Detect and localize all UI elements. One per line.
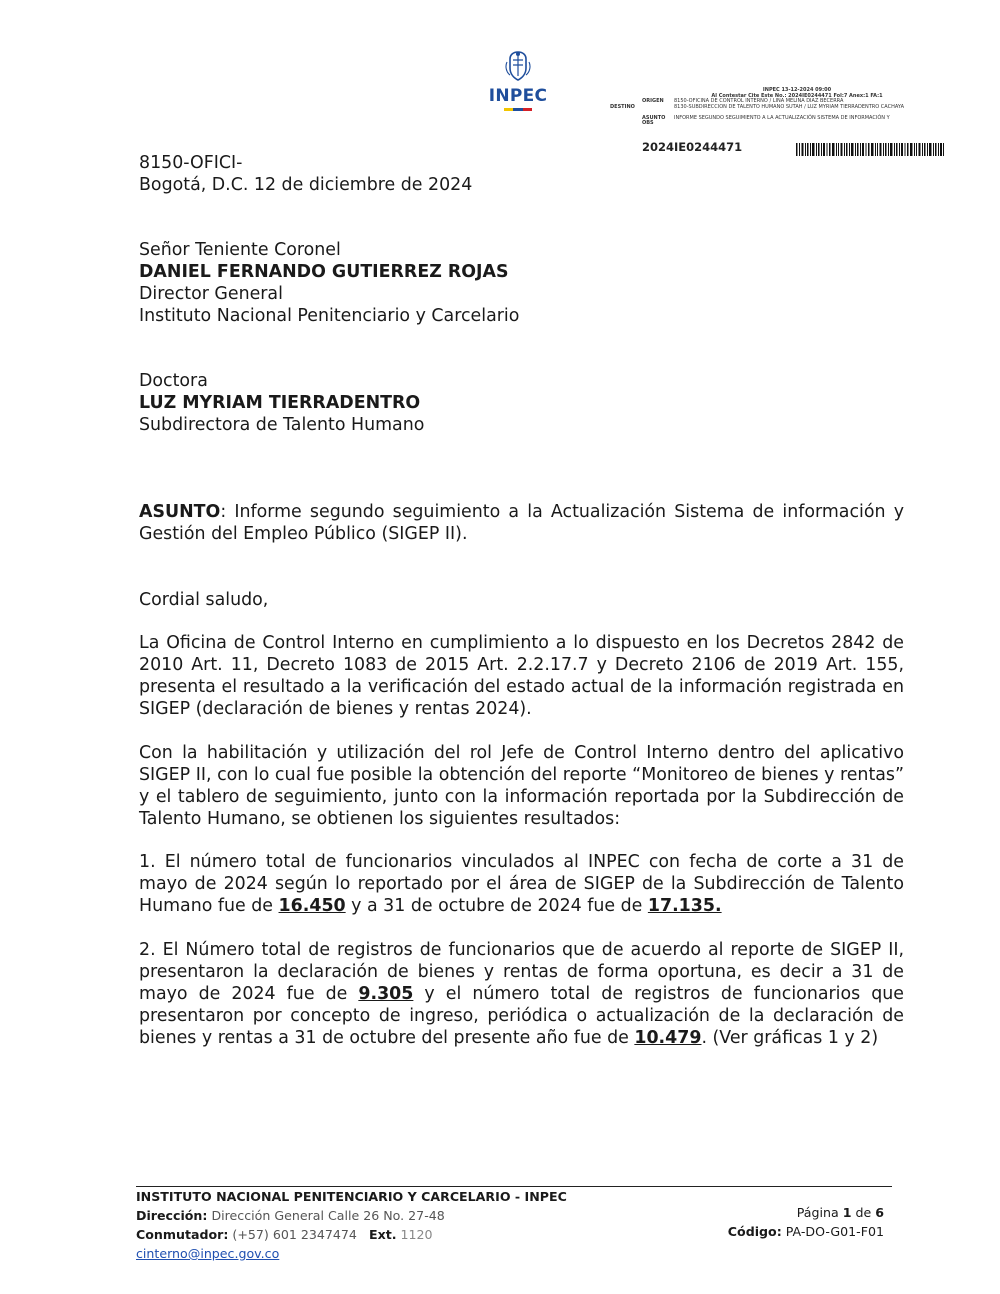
recipient-name: DANIEL FERNANDO GUTIERREZ ROJAS bbox=[139, 262, 509, 282]
footer-phone: Conmutador: (+57) 601 2347474 Ext. 1120 bbox=[136, 1227, 433, 1242]
stamp-line2: Al Contestar Cite Este No.: 2024IE0244471 Fol:7 Anex:1 FA:1 bbox=[711, 92, 883, 99]
reference-number: 8150-OFICI- bbox=[139, 153, 243, 173]
subject-text: : Informe segundo seguimiento a la Actualización Sistema de información y Gestión del Empleo Público (SIGEP II). bbox=[139, 502, 904, 544]
paragraph-2: Con la habilitación y utilización del rol Jefe de Control Interno dentro del aplicativo SIGEP II, con lo cual fue posible la obtención del reporte “Monitoreo de bienes y rentas” y el tablero de seguimiento, junto con la información reportada por la Subdirección de Talento Humano, se obtienen los siguientes resultados: bbox=[139, 743, 904, 829]
paragraph-1: La Oficina de Control Interno en cumplimiento a lo dispuesto en los Decretos 2842 de 2010 Art. 11, Decreto 1083 de 2015 Art. 2.2.17.7 y Decreto 2106 de 2019 Art. 155, presenta el resultado a la verificación del estado actual de la información registrada en SIGEP (declaración de bienes y rentas 2024). bbox=[139, 633, 904, 719]
stamp-asunto: ASUNTO INFORME SEGUNDO SEGUIMIENTO A LA ACTUALIZACIÓN SISTEMA DE INFORMACIÓN Y bbox=[642, 114, 890, 121]
recipient-title: Señor Teniente Coronel bbox=[139, 240, 341, 260]
inpec-logo bbox=[488, 50, 548, 111]
radicado-number: 2024IE0244471 bbox=[642, 140, 743, 154]
result-item-1: 1. El número total de funcionarios vinculados al INPEC con fecha de corte a 31 de mayo de 2024 según lo reportado por el área de SIGEP de la Subdirección de Talento Humano fue de 16.450 y a 31 de octubre de 2024 fue de 17.135. bbox=[139, 852, 904, 916]
place-date: Bogotá, D.C. 12 de diciembre de 2024 bbox=[139, 175, 473, 195]
page-number: Página 1 de 6 bbox=[796, 1205, 884, 1220]
footer-right bbox=[680, 1203, 884, 1241]
footer-email-link[interactable]: cinterno@inpec.gov.co bbox=[136, 1246, 280, 1261]
stamp-destino: DESTINO 8130-SUBDIRECCION DE TALENTO HUMANO SUTAH / LUZ MYRIAM TIERRADENTRO CACHAYA bbox=[610, 103, 904, 110]
flag-bar bbox=[504, 108, 532, 111]
recipient-name: LUZ MYRIAM TIERRADENTRO bbox=[139, 393, 421, 413]
result-item-2: 2. El Número total de registros de funcionarios que de acuerdo al reporte de SIGEP II, presentaron la declaración de bienes y rentas de forma oportuna, es decir a 31 de mayo de 2024 fue de 9.305 y el número total de registros de funcionarios que presentaron por concepto de ingreso, periódica o actualización de la declaración de bienes y rentas a 31 de octubre del presente año fue de 10.479. (Ver gráficas 1 y 2) bbox=[139, 940, 904, 1048]
footer-address: Dirección: Dirección General Calle 26 No. 27-48 bbox=[136, 1208, 445, 1223]
footer-left bbox=[136, 1187, 656, 1263]
filing-stamp bbox=[610, 87, 952, 154]
reference-block bbox=[139, 152, 899, 196]
recipient-subdirector bbox=[139, 370, 899, 436]
coat-of-arms-icon bbox=[504, 50, 532, 82]
stamp-line1: INPEC 13-12-2024 09:00 bbox=[762, 87, 832, 93]
subject bbox=[139, 501, 904, 545]
stamp-origen: ORIGEN 8150-OFICINA DE CONTROL INTERNO / LINA MELINA DIAZ BECERRA bbox=[642, 98, 844, 105]
subject-label: ASUNTO bbox=[139, 502, 221, 522]
recipient-position: Subdirectora de Talento Humano bbox=[139, 415, 425, 435]
declarations-may: 9.305 bbox=[358, 984, 414, 1004]
recipient-director bbox=[139, 239, 899, 327]
recipient-position: Director General bbox=[139, 284, 283, 304]
footer-org: INSTITUTO NACIONAL PENITENCIARIO Y CARCELARIO - INPEC bbox=[136, 1189, 567, 1204]
declarations-october: 10.479 bbox=[634, 1028, 702, 1048]
recipient-org: Instituto Nacional Penitenciario y Carcelario bbox=[139, 306, 520, 326]
document-code: Código: PA-DO-G01-F01 bbox=[727, 1224, 884, 1239]
stamp-obs: OBS bbox=[642, 120, 654, 127]
recipient-title: Doctora bbox=[139, 371, 208, 391]
total-staff-may: 16.450 bbox=[278, 896, 346, 916]
greeting: Cordial saludo, bbox=[139, 590, 269, 610]
logo-text: INPEC bbox=[488, 86, 548, 106]
total-staff-october: 17.135. bbox=[647, 896, 722, 916]
